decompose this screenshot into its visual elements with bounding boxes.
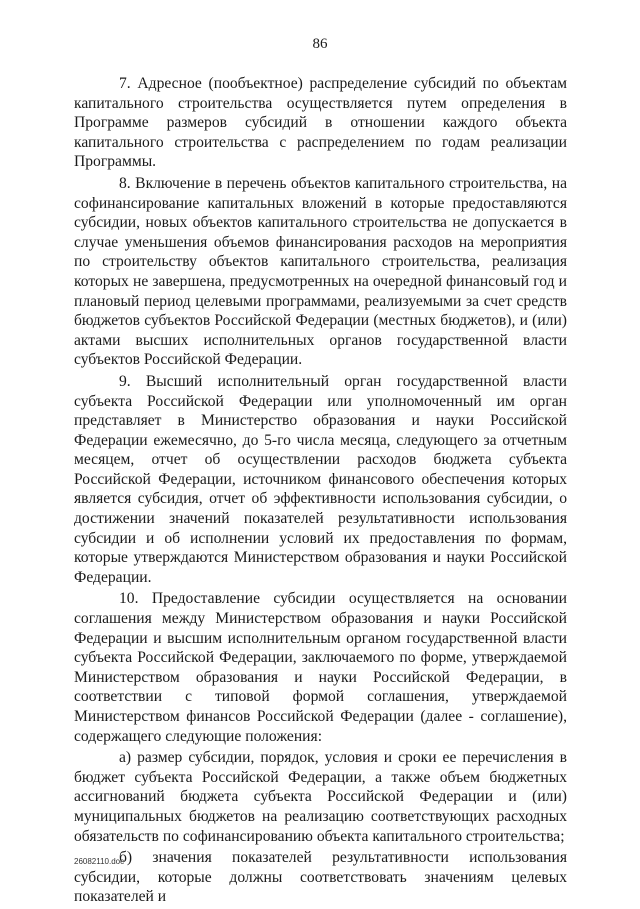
paragraph-10: 10. Предоставление субсидии осуществляется на основании соглашения между Министерством образования и науки Российской Федерации и высшим исполнительным органом государственной власти субъекта Российской Федерации, заключаемого по форме, утверждаемой Министерством образования и науки Российской Федерации, в соответствии с типовой формой соглашения, утверждаемой Министерством финансов Российской Федерации (далее - соглашение), содержащего следующие положения: <box>74 590 567 745</box>
paragraph-10b: б) значения показателей результативности использования субсидии, которые должны соответствовать значениям целевых показателей и <box>74 849 567 906</box>
paragraph-7: 7. Адресное (пообъектное) распределение субсидий по объектам капитального строительства осуществляется путем определения в Программе размеров субсидий в отношении каждого объекта капитального строительства с распределением по годам реализации Программы. <box>74 75 567 171</box>
paragraph-8: 8. Включение в перечень объектов капитального строительства, на софинансирование капитальных вложений в которые предоставляются субсидии, новых объектов капитального строительства не допускается в случае уменьшения объемов финансирования расходов на мероприятия по строительству объектов капитального строительства, реализация которых не завершена, предусмотренных на очередной финансовый год и плановый период целевыми программами, реализуемыми за счет средств бюджетов субъектов Российской Федерации (местных бюджетов), и (или) актами высших исполнительных органов государственной власти субъектов Российской Федерации. <box>74 174 567 369</box>
file-name-footer: 26082110.doc <box>74 857 125 866</box>
paragraph-9: 9. Высший исполнительный орган государственной власти субъекта Российской Федерации или уполномоченный им орган представляет в Министерство образования и науки Российской Федерации ежемесячно, до 5-го числа месяца, следующего за отчетным месяцем, отчет об осуществлении расходов бюджета субъекта Российской Федерации, источником финансового обеспечения которых является субсидия, отчет об эффективности использования субсидии, о достижении значений показателей результативности использования субсидии и об исполнении условий их предоставления по формам, которые утверждаются Министерством образования и науки Российской Федерации. <box>74 372 567 586</box>
document-body <box>74 74 567 909</box>
page-number: 86 <box>312 36 328 52</box>
paragraph-10a: а) размер субсидии, порядок, условия и сроки ее перечисления в бюджет субъекта Российской Федерации, а также объем бюджетных ассигнований бюджета субъекта Российской Федерации и (или) муниципальных бюджетов на реализацию соответствующих расходных обязательств по софинансированию объекта капитального строительства; <box>74 749 567 845</box>
